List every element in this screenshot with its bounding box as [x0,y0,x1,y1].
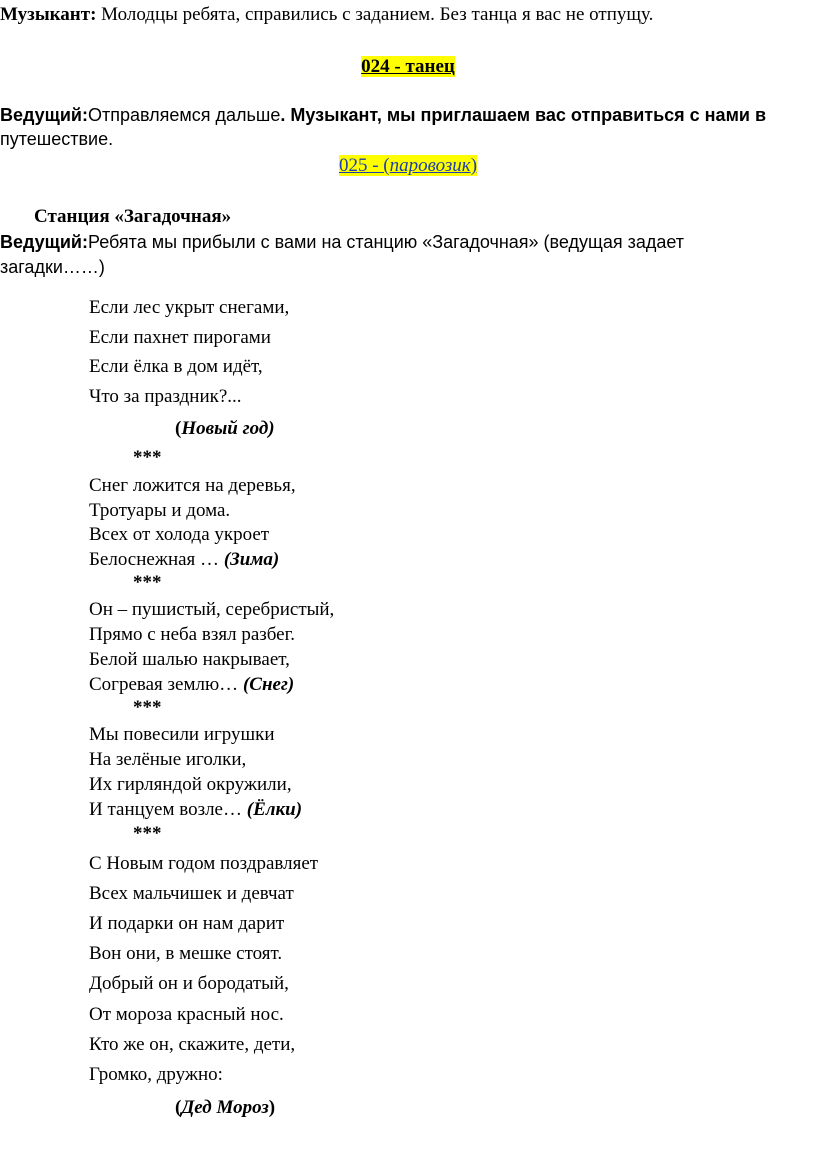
speaker-label: Ведущий: [0,105,88,125]
riddle-line: Всех мальчишек и девчат [89,883,294,904]
separator: *** [133,447,162,468]
speaker-label: Ведущий: [0,232,88,252]
speaker-text: Отправляемся дальше [87,105,281,125]
speaker-text: путешествие. [0,129,114,149]
station-title: Станция «Загадочная» [34,206,232,227]
riddle-line: От мороза красный нос. [89,1004,284,1025]
riddle-line: Тротуары и дома. [89,500,231,521]
track-025 [0,155,816,177]
separator: *** [133,572,162,593]
separator: *** [133,697,162,718]
station-host-line-1 [0,231,684,253]
host-line-2 [0,128,113,150]
riddle-answer: (Дед Мороз) [175,1097,276,1118]
track-label: 025 - (паровозик) [338,155,478,176]
riddle-line: Белоснежная … (Зима) [89,549,280,570]
riddle-line: И танцуем возле… (Ёлки) [89,799,303,820]
riddle-line: Если ёлка в дом идёт, [89,356,263,377]
riddle-line: И подарки он нам дарит [89,913,285,934]
riddle-line: С Новым годом поздравляет [89,853,319,874]
musician-line [0,4,653,26]
track-label: 024 - танец [361,56,455,77]
riddle-line: Добрый он и бородатый, [89,973,289,994]
station-host-line-2: загадки……) [0,257,105,277]
riddle-answer: (Зима) [223,549,280,570]
separator: *** [133,823,162,844]
riddle-answer: (Новый год) [175,418,275,439]
riddle-line: Белой шалью накрывает, [89,649,290,670]
riddle-line: Прямо с неба взял разбег. [89,624,296,645]
riddle-line: Всех от холода укроет [89,524,270,545]
riddle-line: На зелёные иголки, [89,749,247,770]
riddle-line: Если лес укрыт снегами, [89,297,290,318]
riddle-line: Что за праздник?... [89,386,242,407]
riddle-line: Согревая землю… (Снег) [89,674,295,695]
track-024 [0,56,816,78]
riddle-line: Он – пушистый, серебристый, [89,599,335,620]
riddle-line: Их гирляндой окружили, [89,774,292,795]
riddle-line: Кто же он, скажите, дети, [89,1034,296,1055]
speaker-label: Музыкант: [0,4,97,25]
speaker-text: Молодцы ребята, справились с заданием. Без танца я вас не отпущу. [96,4,654,25]
riddle-line: Вон они, в мешке стоят. [89,943,283,964]
riddle-line: Мы повесили игрушки [89,724,275,745]
riddle-answer: (Снег) [242,674,295,695]
riddle-line: Снег ложится на деревья, [89,475,296,496]
riddle-line: Если пахнет пирогами [89,327,271,348]
riddle-line: Громко, дружно: [89,1064,223,1085]
speaker-text: . Музыкант, мы приглашаем вас отправиться с нами в [280,105,767,125]
speaker-text: Ребята мы прибыли с вами на станцию «Загадочная» (ведущая задает [87,232,685,252]
riddle-answer: (Ёлки) [246,799,303,820]
host-line-1 [0,104,766,126]
